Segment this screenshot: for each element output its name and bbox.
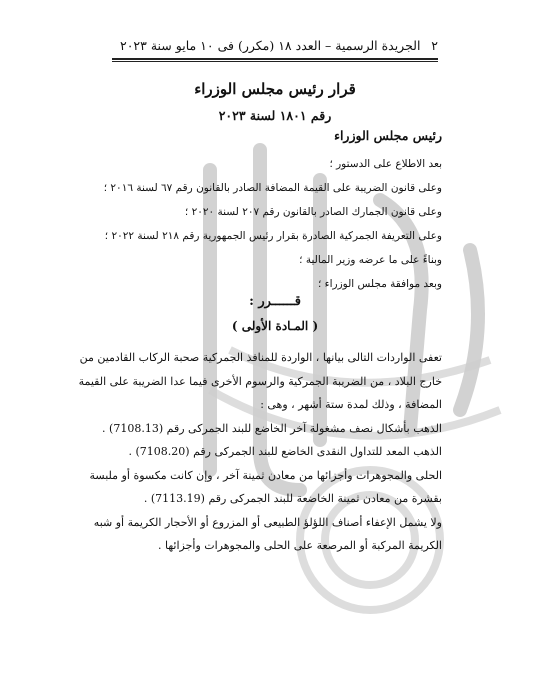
body-line: بقشرة من معادن ثمينة الخاضعة للبند الجمركى رقم (7113.19) .: [143, 492, 442, 505]
body-line: المضافة ، وذلك لمدة ستة أشهر ، وهى :: [260, 398, 442, 411]
decree-title: قرار رئيس مجلس الوزراء: [194, 80, 356, 98]
recital-line: وبناءً على ما عرضه وزير المالية ؛: [299, 254, 442, 266]
body-line: الحلى والمجوهرات وأجزائها من معادن ثمينة آخر ، وإن كانت مكسوة أو ملبسة: [89, 468, 442, 482]
article-heading: ( المـادة الأولى ): [231, 319, 319, 333]
recital-line: وعلى قانون الجمارك الصادر بالقانون رقم ٢٠٧ لسنة ٢٠٢٠ ؛: [184, 206, 442, 218]
body-line: الكريمة المركبة أو المرصعة على الحلى والمجوهرات وأجزائها .: [158, 539, 442, 552]
body-line: تعفى الواردات التالى بيانها ، الواردة للمنافذ الجمركية صحبة الركاب القادمين من: [79, 351, 442, 364]
gazette-header: [120, 38, 438, 53]
article-body: [78, 346, 442, 558]
page-number: ٢: [431, 38, 438, 53]
body-line: خارج البلاد ، من الضريبة الجمركية والرسوم الأخرى فيما عدا الضريبة على القيمة: [78, 374, 442, 388]
recitals-list: [103, 152, 442, 296]
recital-line: بعد الاطلاع على الدستور ؛: [329, 158, 442, 170]
recital-line: وعلى قانون الضريبة على القيمة المضافة الصادر بالقانون رقم ٦٧ لسنة ٢٠١٦ ؛: [103, 182, 442, 194]
body-line: الذهب بأشكال نصف مشغولة آخر الخاضع للبند الجمركى رقم (7108.13) .: [102, 421, 442, 435]
header-divider-thin: [112, 61, 438, 62]
header-divider: [112, 58, 438, 60]
recital-line: وعلى التعريفة الجمركية الصادرة بقرار رئيس الجمهورية رقم ٢١٨ لسنة ٢٠٢٢ ؛: [104, 230, 442, 242]
decreed-heading: قــــــرر :: [249, 294, 301, 309]
decree-issuer: رئيس مجلس الوزراء: [334, 128, 442, 143]
body-line: الذهب المعد للتداول النقدى الخاضع للبند الجمركى رقم (7108.20) .: [128, 445, 442, 458]
body-line: ولا يشمل الإعفاء أصناف اللؤلؤ الطبيعى أو المزروع أو الأحجار الكريمة أو شبه: [93, 515, 442, 529]
gazette-issue-line: الجريدة الرسمية – العدد ١٨ (مكرر) فى ١٠ مايو سنة ٢٠٢٣: [120, 38, 421, 53]
recital-line: وبعد موافقة مجلس الوزراء ؛: [318, 278, 442, 290]
decree-number: رقم ١٨٠١ لسنة ٢٠٢٣: [218, 108, 332, 123]
